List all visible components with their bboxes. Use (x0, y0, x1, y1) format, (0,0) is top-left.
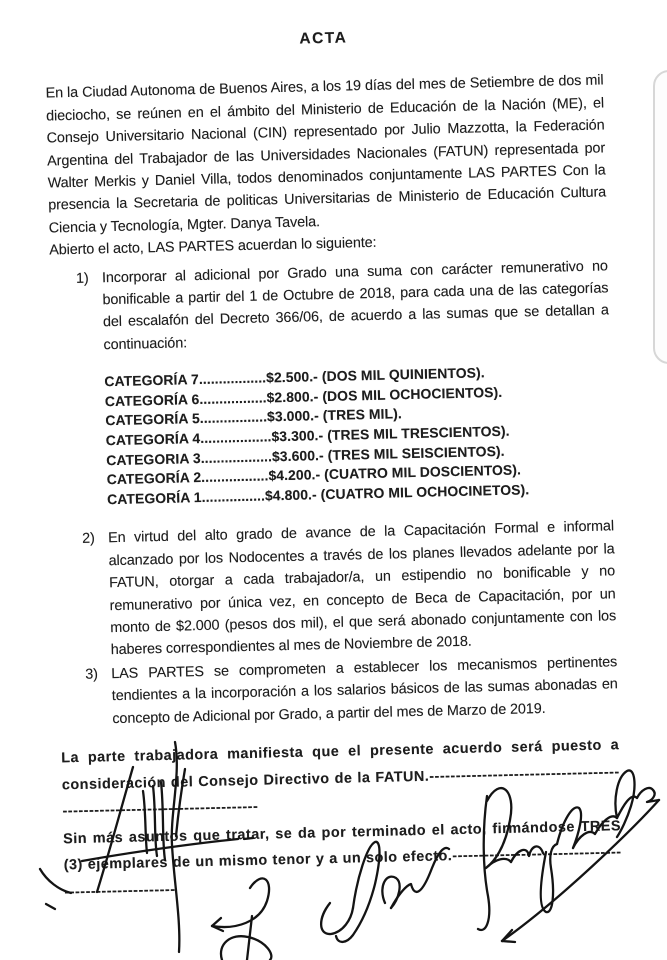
category-line: CATEGORIA 3..................$3.600.- (TRES MIL SEISCIENTOS). (106, 442, 505, 468)
item-text: Incorporar al adicional por Grado una suma con carácter remunerativo no bonificable a partir del 1 de Octubre de 2018, para cada una de las categorías del escalafón del Decreto 366/06, de acuerdo a las sumas que se detallan a continuación: (101, 258, 610, 354)
category-line: CATEGORÍA 2.................$4.200.- (CUATRO MIL DOSCIENTOS). (106, 461, 522, 488)
handwritten-signature-left-icon (40, 742, 253, 952)
item-number: 2) (81, 530, 95, 548)
intro-paragraph: En la Ciudad Autonoma de Buenos Aires, a los 19 días del mes de Setiembre de dos mil dieciocho, se reúnen en el ámbito del Ministerio de Educación de la Nación (ME), el Consejo Universitario Nacional (CIN) representado por Julio Mazzotta, la Federación Argentina del Trabajador de las Universidades Nacionales (FATUN) representada por Walter Merkis y Daniel Villa, todos denominados conjuntamente LAS PARTES Con la presencia la Secretaria de politicas Universitarias de Ministerio de Educación Cultura Ciencia y Tecnología, Mgter. Danya Tavela. (45, 72, 607, 237)
handwritten-signature-right-icon (478, 770, 659, 942)
handwritten-signature-center-left-icon (212, 878, 271, 960)
handwritten-signature-center-icon (321, 842, 449, 942)
item-number: 1) (75, 270, 89, 287)
category-line: CATEGORÍA 5.................$3.000.- (TRES MIL). (105, 405, 403, 429)
category-line: CATEGORÍA 6.................$2.800.- (DOS MIL OCHOCIENTOS). (104, 383, 503, 410)
item-number: 3) (85, 666, 99, 683)
category-line: CATEGORÍA 4..................$3.300.- (TRES MIL TRESCIENTOS). (105, 422, 510, 449)
item-text: LAS PARTES se comprometen a establecer los mecanismos pertinentes tendientes a la incorporación a los salarios básicos de las sumas abonadas en concepto de Adicional por Grado, a partir del mes de Marzo de 2019. (111, 654, 618, 727)
category-line: CATEGORÍA 1................$4.800.- (CUATRO MIL OCHOCINETOS). (106, 481, 530, 508)
closing-paragraph-2: Sin más asuntos que tratar, se da por terminado el acto, firmándose TRES (3) ejemplares de un mismo tenor y a un solo efecto.----------------------------------------------------- (62, 817, 622, 900)
category-line: CATEGORÍA 7.................$2.500.- (DOS MIL QUINIENTOS). (104, 364, 485, 390)
closing-paragraph-1: La parte trabajadora manifiesta que el presente acuerdo será puesto a consideración del Consejo Directivo de la FATUN.------------------------------------------------------------------------- (61, 737, 620, 820)
document-title: ACTA (299, 29, 348, 48)
opening-line: Abierto el acto, LAS PARTES acuerdan lo siguiente: (49, 235, 377, 259)
item-text: En virtud del alto grado de avance de la Capacitación Formal e informal alcanzado por los Nodocentes a través de los planes llevados adelante por la FATUN, otorgar a cada trabajador/a, un estipendio no bonificable y no remunerativo por única vez, en concepto de Beca de Capacitación, por un monto de $2.000 (pesos dos mil), el que será abonado conjuntamente con los haberes correspondientes al mes de Noviembre de 2018. (107, 518, 617, 659)
